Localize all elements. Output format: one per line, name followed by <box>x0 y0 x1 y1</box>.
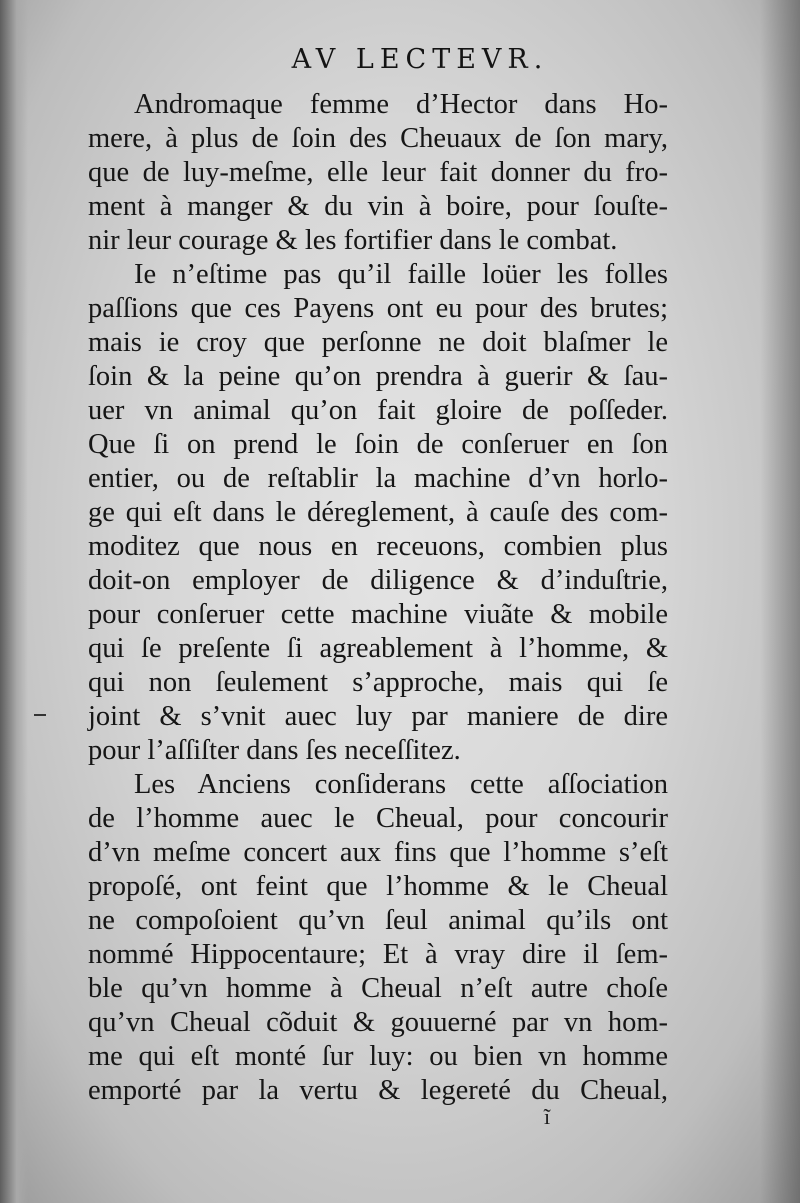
text-line: doit-on employer de diligence & d’induſtrie, <box>88 565 668 596</box>
margin-mark <box>34 714 46 716</box>
text-line: ſoin & la peine qu’on prendra à guerir & ſau- <box>88 361 668 392</box>
text-line: pour l’aſſiſter dans ſes neceſſitez. <box>88 735 461 766</box>
text-line: propoſé, ont feint que l’homme & le Cheual <box>88 871 668 902</box>
text-line: me qui eſt monté ſur luy: ou bien vn homme <box>88 1041 668 1072</box>
text-line: que de luy-meſme, elle leur fait donner du fro- <box>88 157 668 188</box>
text-line: paſſions que ces Payens ont eu pour des brutes; <box>88 293 668 324</box>
text-line: qui ſe preſente ſi agreablement à l’homme, & <box>88 633 668 664</box>
text-line: mere, à plus de ſoin des Cheuaux de ſon mary, <box>88 123 668 154</box>
text-line: ble qu’vn homme à Cheual n’eſt autre choſe <box>88 973 668 1004</box>
text-line: ge qui eſt dans le déreglement, à cauſe des com- <box>88 497 668 528</box>
text-line: joint & s’vnit auec luy par maniere de dire <box>88 701 668 732</box>
text-line: qu’vn Cheual cõduit & gouuerné par vn hom- <box>88 1007 668 1038</box>
text-line: Ie n’eſtime pas qu’il faille loüer les folles <box>134 259 668 290</box>
text-line: nommé Hippocentaure; Et à vray dire il ſem- <box>88 939 668 970</box>
text-line: entier, ou de reſtablir la machine d’vn horlo- <box>88 463 668 494</box>
signature-mark: ĩ <box>544 1104 551 1129</box>
text-line: ne compoſoient qu’vn ſeul animal qu’ils ont <box>88 905 668 936</box>
text-line: uer vn animal qu’on fait gloire de poſſeder. <box>88 395 668 426</box>
text-line: Andromaque femme d’Hector dans Ho- <box>134 89 668 120</box>
text-line: emporté par la vertu & legereté du Cheual, <box>88 1075 668 1106</box>
text-line: Les Anciens conſiderans cette aſſociation <box>134 769 668 800</box>
running-header: AV LECTEVR. <box>291 44 549 75</box>
text-line: qui non ſeulement s’approche, mais qui ſe <box>88 667 668 698</box>
text-line: moditez que nous en receuons, combien plus <box>88 531 668 562</box>
text-line: d’vn meſme concert aux fins que l’homme s’eſt <box>88 837 668 868</box>
text-line: ment à manger & du vin à boire, pour ſouſte- <box>88 191 668 222</box>
text-line: Que ſi on prend le ſoin de conſeruer en ſon <box>88 429 668 460</box>
text-line: nir leur courage & les fortifier dans le combat. <box>88 225 618 256</box>
body-text <box>88 88 668 1108</box>
text-line: mais ie croy que perſonne ne doit blaſmer le <box>88 327 668 358</box>
text-line: de l’homme auec le Cheual, pour concourir <box>88 803 668 834</box>
text-line: pour conſeruer cette machine viuãte & mobile <box>88 599 668 630</box>
